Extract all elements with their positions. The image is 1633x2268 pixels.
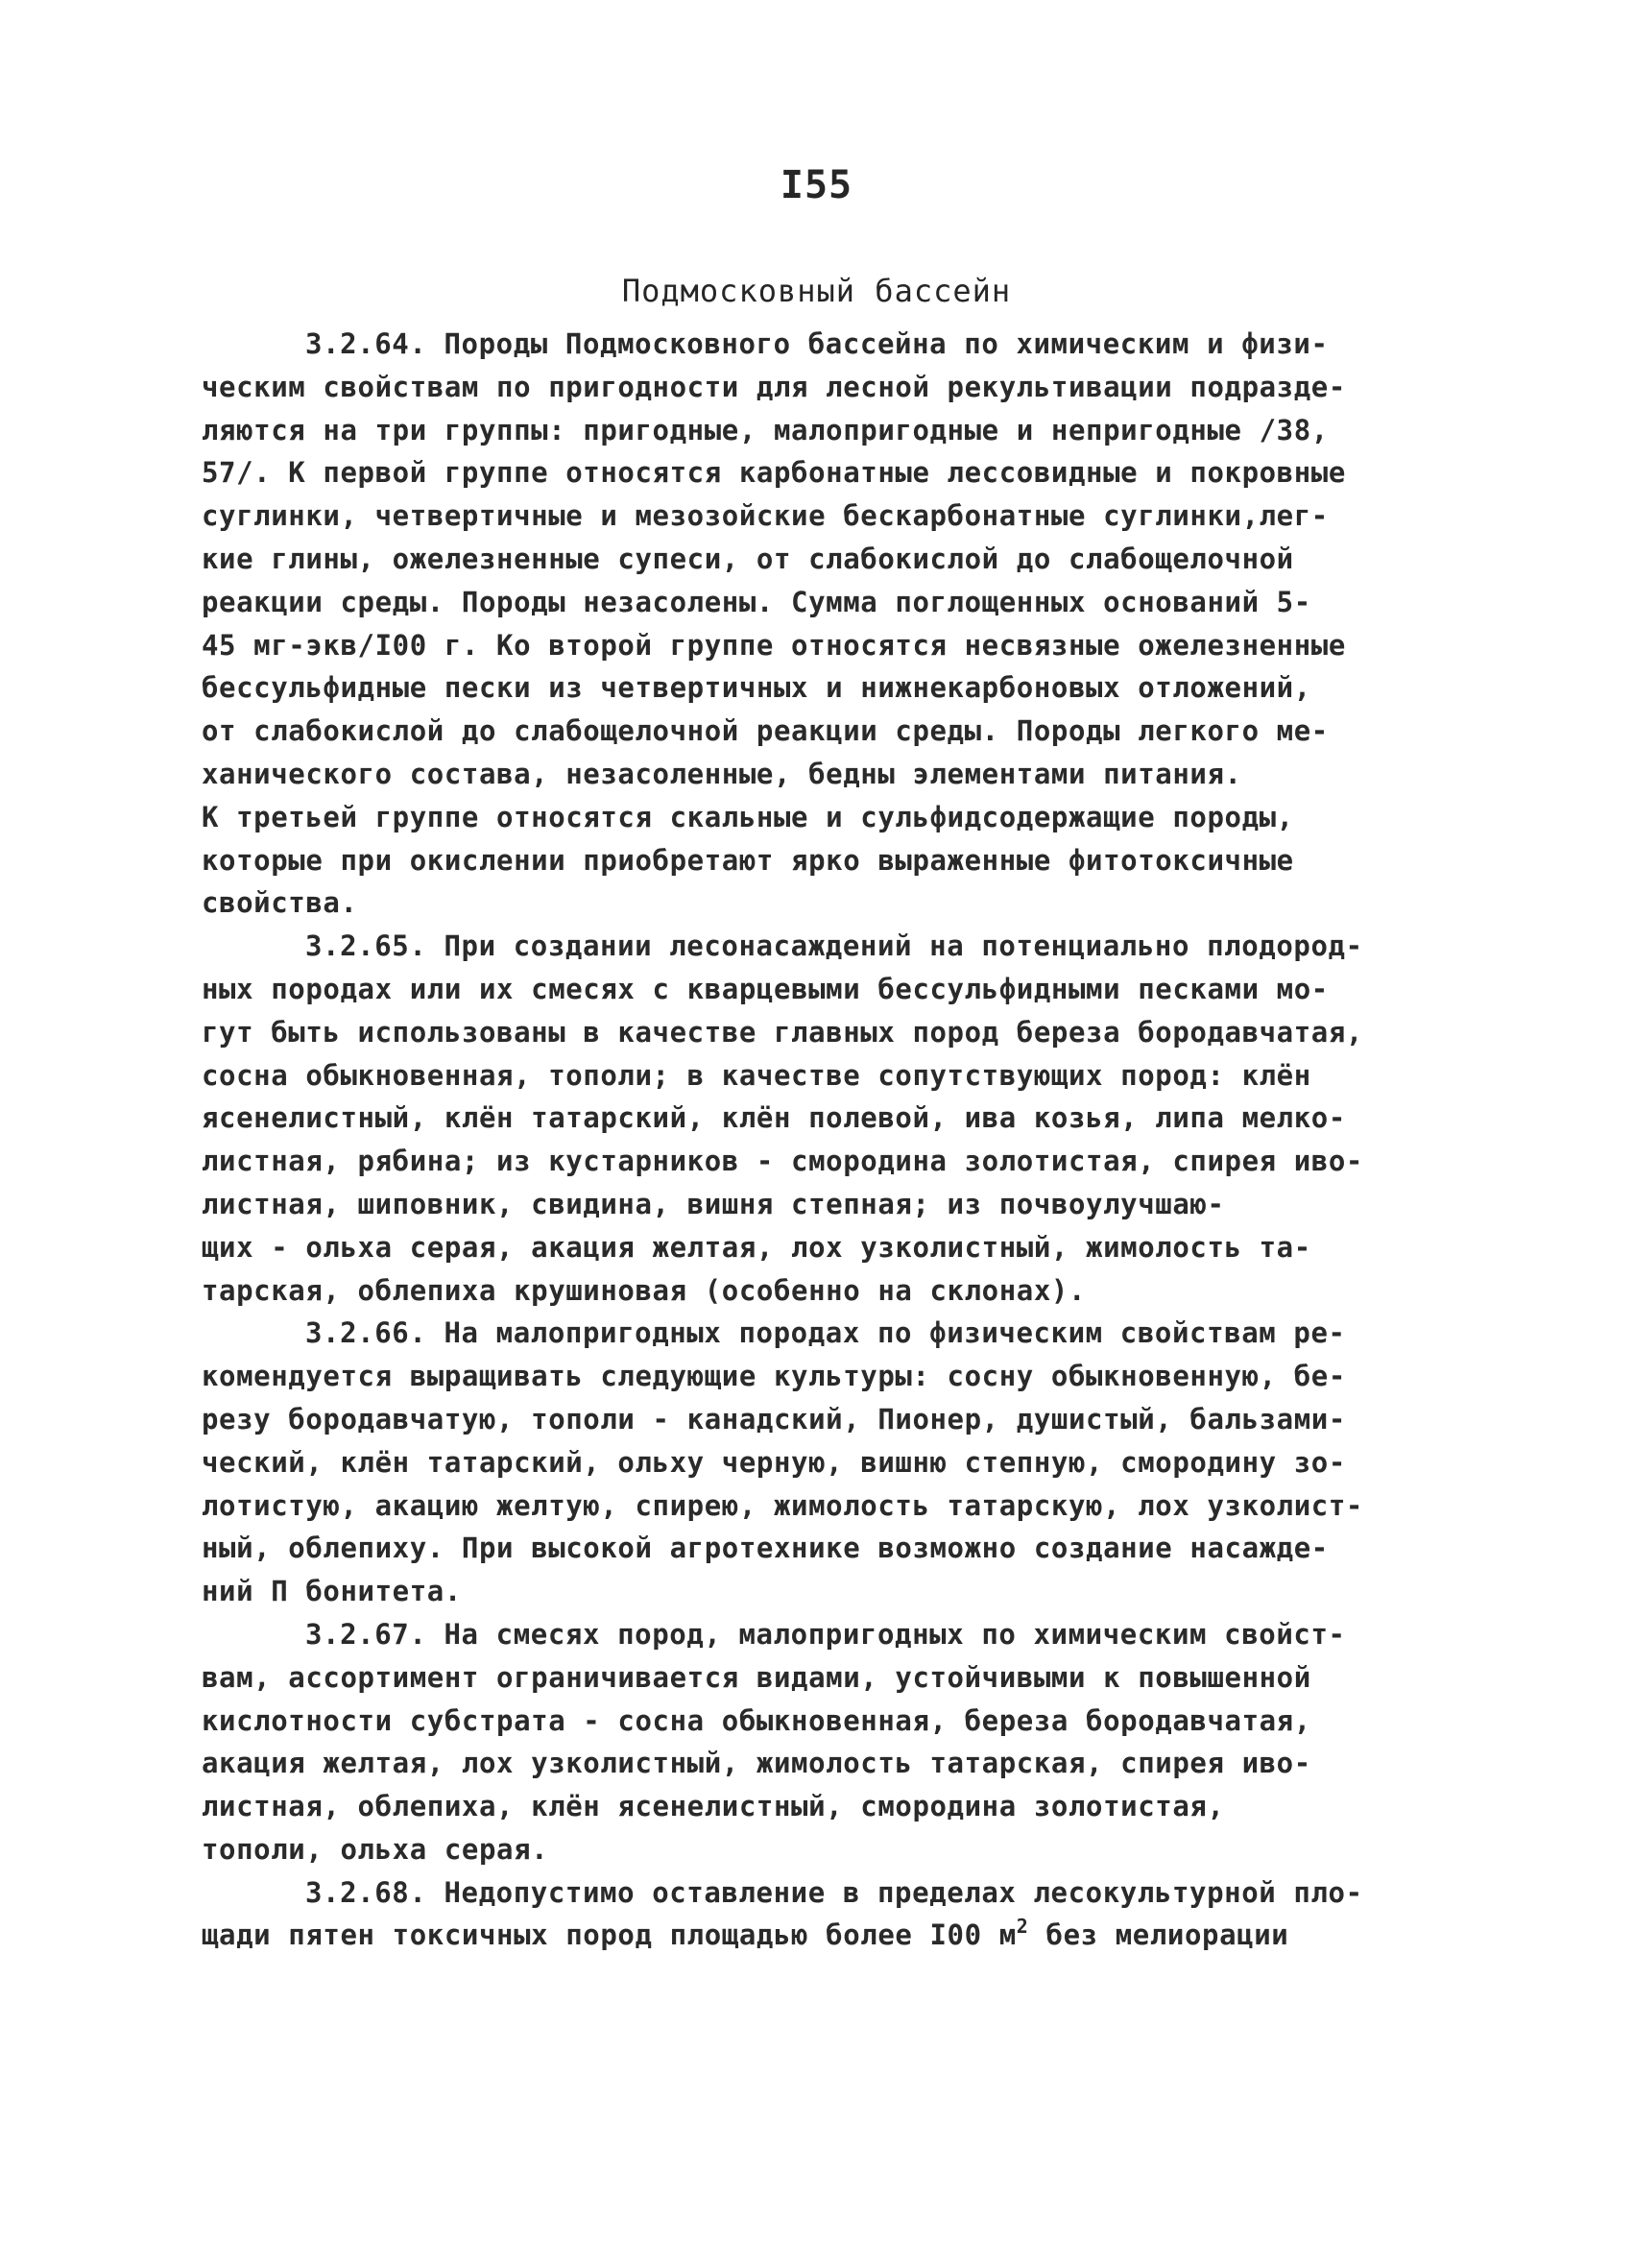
text-line xyxy=(202,581,1450,624)
text-line xyxy=(202,925,1450,968)
text-line xyxy=(202,666,1450,710)
text-line-content: 3.2.68. Недопустимо оставление в пределах лесокультурной пло- xyxy=(305,1875,1363,1909)
text-line xyxy=(202,451,1450,495)
text-line xyxy=(202,1871,1450,1915)
text-line xyxy=(202,1914,1450,1957)
text-line xyxy=(202,1011,1450,1054)
text-line-content: лотистую, акацию желтую, спирею, жимолость татарскую, лох узколист- xyxy=(202,1488,1363,1522)
text-line-content: 3.2.65. При создании лесонасаждений на потенциально плодород- xyxy=(305,929,1363,963)
text-line xyxy=(202,1312,1450,1355)
text-line-content: листная, рябина; из кустарников - смородина золотистая, спирея иво- xyxy=(202,1145,1363,1178)
text-line xyxy=(202,1183,1450,1226)
text-line-content: 3.2.67. На смесях пород, малопригодных по химическим свойст- xyxy=(305,1617,1346,1651)
text-line-content: гут быть использованы в качестве главных пород береза бородавчатая, xyxy=(202,1015,1363,1049)
text-line xyxy=(202,796,1450,839)
text-line xyxy=(202,839,1450,882)
text-line xyxy=(202,1785,1450,1828)
text-line xyxy=(202,1140,1450,1183)
text-line-content: сосна обыкновенная, тополи; в качестве сопутствующих пород: клён xyxy=(202,1058,1311,1092)
text-line-content: ханического состава, незасоленные, бедны элементами питания. xyxy=(202,757,1242,790)
text-line-content: 45 мг-экв/I00 г. Ко второй группе относятся несвязные ожелезненные xyxy=(202,628,1346,662)
page-number: I55 xyxy=(780,163,853,207)
text-line xyxy=(202,1828,1450,1871)
text-line-content: кие глины, ожелезненные супеси, от слабокислой до слабощелочной xyxy=(202,542,1294,575)
text-line-content: вам, ассортимент ограничивается видами, устойчивыми к повышенной xyxy=(202,1660,1311,1694)
text-line-content: листная, облепиха, клён ясенелистный, смородина золотистая, xyxy=(202,1790,1225,1823)
text-line-content: 3.2.66. На малопригодных породах по физическим свойствам ре- xyxy=(305,1316,1346,1350)
text-line-content: тарская, облепиха крушиновая (особенно на склонах). xyxy=(202,1273,1087,1307)
text-line xyxy=(202,323,1450,366)
text-line-content: листная, шиповник, свидина, вишня степная; из почвоулучшаю- xyxy=(202,1187,1225,1220)
text-line-content: реакции среды. Породы незасолены. Сумма поглощенных оснований 5- xyxy=(202,585,1311,618)
text-line-content: 57/. К первой группе относятся карбонатные лессовидные и покровные xyxy=(202,456,1346,490)
text-line-content: ляются на три группы: пригодные, малопригодные и непригодные /38, xyxy=(202,413,1329,446)
text-line xyxy=(202,1656,1450,1700)
text-line-content: ных породах или их смесях с кварцевыми бессульфидными песками мо- xyxy=(202,972,1329,1005)
text-line xyxy=(202,1398,1450,1441)
text-line-content: суглинки, четвертичные и мезозойские бескарбонатные суглинки,лег- xyxy=(202,499,1329,533)
text-line-content: К третьей группе относятся скальные и сульфидсодержащие породы, xyxy=(202,800,1294,833)
text-line xyxy=(202,753,1450,796)
text-line xyxy=(202,538,1450,581)
body-text xyxy=(202,323,1450,1957)
text-line xyxy=(202,409,1450,452)
text-line xyxy=(202,1527,1450,1570)
text-line xyxy=(202,1613,1450,1656)
text-line-content: щих - ольха серая, акация желтая, лох узколистный, жимолость та- xyxy=(202,1230,1311,1264)
text-line-content: бессульфидные пески из четвертичных и нижнекарбоновых отложений, xyxy=(202,671,1311,705)
text-line-content: ческим свойствам по пригодности для лесной рекультивации подразде- xyxy=(202,370,1346,403)
text-line xyxy=(202,710,1450,753)
superscript: 2 xyxy=(1016,1914,1029,1938)
text-line-content: тополи, ольха серая. xyxy=(202,1832,549,1866)
text-line xyxy=(202,1441,1450,1484)
text-line xyxy=(202,1484,1450,1528)
text-line-tail: без мелиорации xyxy=(1028,1918,1289,1952)
text-line xyxy=(202,1269,1450,1313)
text-line-content: ческий, клён татарский, ольху черную, вишню степную, смородину зо- xyxy=(202,1445,1346,1479)
text-line xyxy=(202,1742,1450,1785)
text-line-content: кислотности субстрата - сосна обыкновенная, береза бородавчатая, xyxy=(202,1703,1311,1737)
text-line xyxy=(202,366,1450,409)
text-line xyxy=(202,1570,1450,1613)
text-line xyxy=(202,968,1450,1011)
text-line-content: 3.2.64. Породы Подмосковного бассейна по химическим и физи- xyxy=(305,327,1329,360)
section-title: Подмосковный бассейн xyxy=(621,273,1012,309)
text-line xyxy=(202,1097,1450,1140)
text-line-content: ясенелистный, клён татарский, клён полевой, ива козья, липа мелко- xyxy=(202,1101,1346,1135)
text-line xyxy=(202,1700,1450,1743)
text-line xyxy=(202,1054,1450,1098)
text-line-content: свойства. xyxy=(202,886,358,920)
text-line-content: ный, облепиху. При высокой агротехнике возможно создание насажде- xyxy=(202,1532,1329,1565)
text-line-content: резу бородавчатую, тополи - канадский, Пионер, душистый, бальзами- xyxy=(202,1402,1346,1436)
text-line-content: комендуется выращивать следующие культуры: сосну обыкновенную, бе- xyxy=(202,1360,1346,1393)
text-line-content: щади пятен токсичных пород площадью более I00 м xyxy=(202,1918,1017,1952)
text-line-content: ний П бонитета. xyxy=(202,1575,462,1608)
text-line xyxy=(202,624,1450,667)
text-line xyxy=(202,881,1450,925)
text-line xyxy=(202,1355,1450,1398)
text-line xyxy=(202,1226,1450,1269)
text-line-content: от слабокислой до слабощелочной реакции среды. Породы легкого ме- xyxy=(202,714,1329,748)
text-line xyxy=(202,495,1450,538)
text-line-content: которые при окислении приобретают ярко выраженные фитотоксичные xyxy=(202,843,1294,877)
text-line-content: акация желтая, лох узколистный, жимолость татарская, спирея иво- xyxy=(202,1747,1311,1780)
